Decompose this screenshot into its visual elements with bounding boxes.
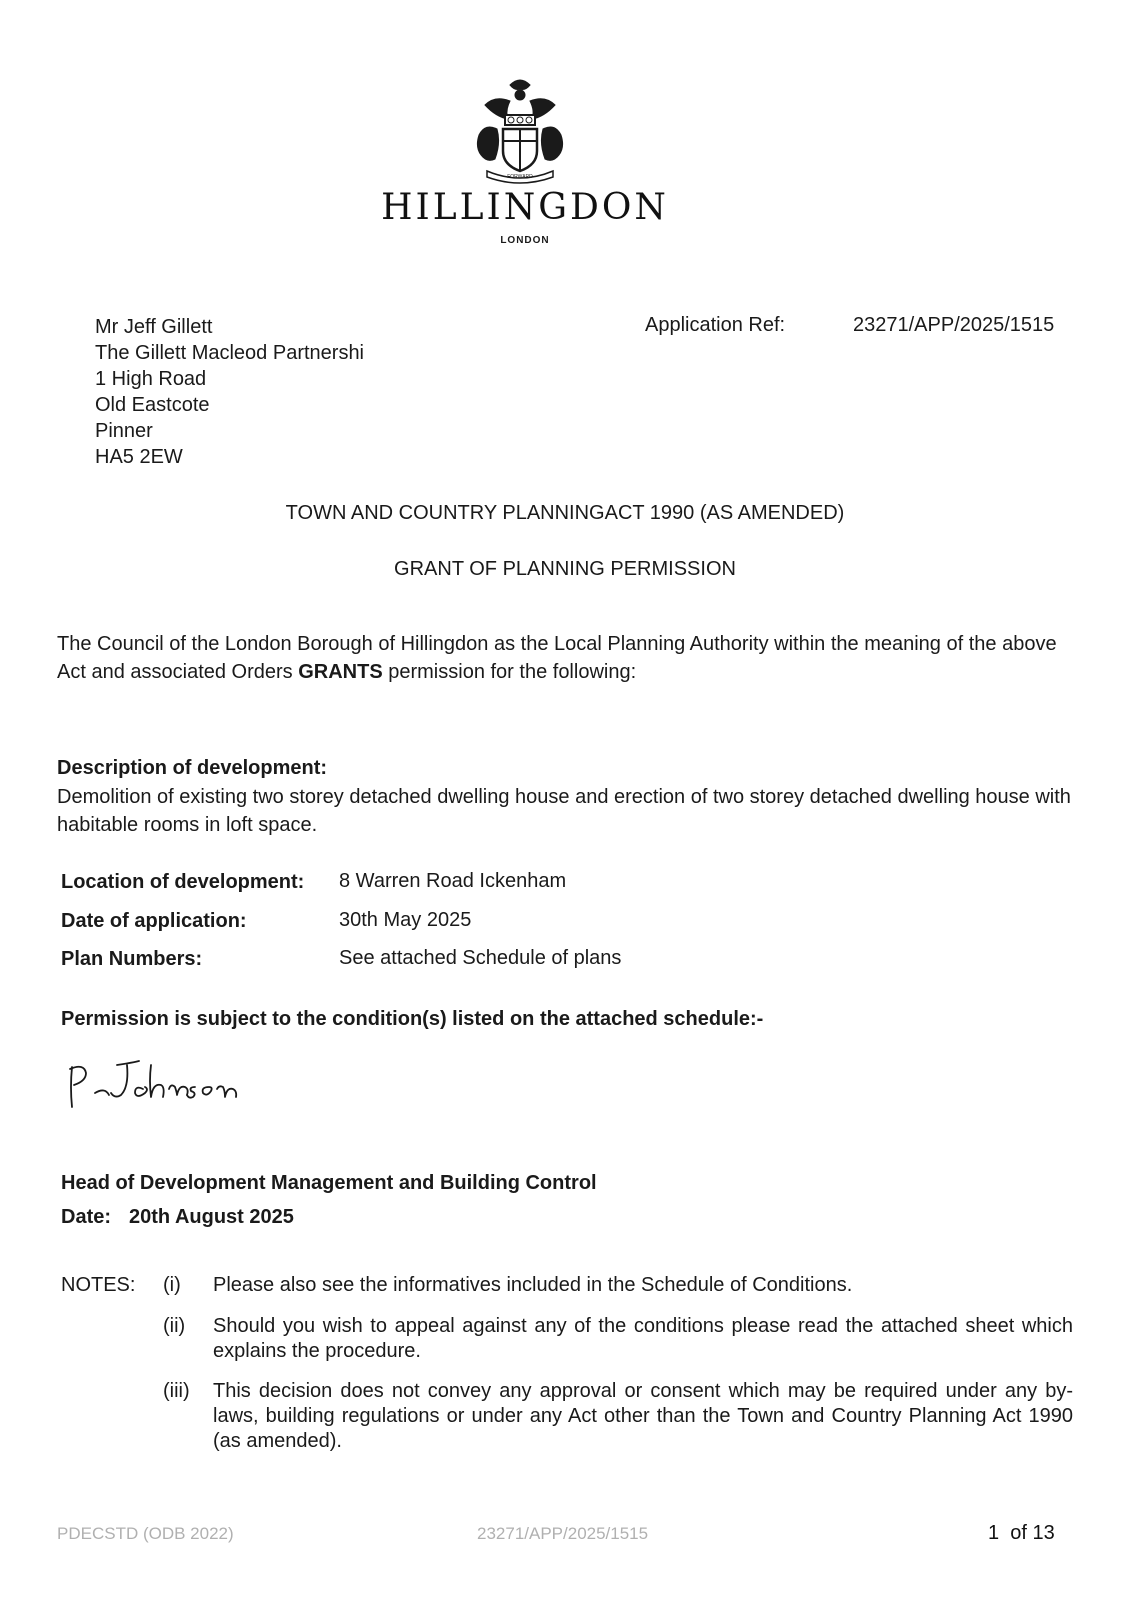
notes-label: NOTES: bbox=[61, 1274, 136, 1296]
location-value: 8 Warren Road Ickenham bbox=[339, 870, 567, 892]
handwritten-signature bbox=[57, 1045, 267, 1125]
application-ref-value: 23271/APP/2025/1515 bbox=[853, 314, 1055, 336]
intro-text-end: permission for the following: bbox=[382, 661, 637, 683]
page-number: 1 of 13 bbox=[988, 1522, 1055, 1544]
intro-text-start: The Council of the London Borough of Hillingdon as the Local Planning Authority within the meaning of the above Act and associated Orders bbox=[57, 633, 1057, 683]
grant-heading: GRANT OF PLANNING PERMISSION bbox=[394, 558, 736, 580]
plan-numbers-value: See attached Schedule of plans bbox=[339, 947, 622, 969]
decision-date bbox=[61, 1206, 294, 1229]
council-logo bbox=[380, 75, 670, 255]
date-of-application-label: Date of application: bbox=[61, 910, 247, 932]
description-text: Demolition of existing two storey detached dwelling house and erection of two storey detached dwelling house with habitable rooms in loft space. bbox=[57, 786, 1071, 836]
plan-numbers-label: Plan Numbers: bbox=[61, 948, 203, 970]
logo-wordmark: HILLINGDON bbox=[381, 187, 669, 228]
decision-date-value: 20th August 2025 bbox=[129, 1206, 294, 1228]
footer-application-ref: 23271/APP/2025/1515 bbox=[477, 1524, 649, 1543]
address-line: HA5 2EW bbox=[95, 446, 183, 468]
permission-statement: Permission is subject to the condition(s) listed on the attached schedule:- bbox=[61, 1008, 764, 1030]
coat-of-arms-icon bbox=[465, 75, 575, 185]
note-text: This decision does not convey any approval or consent which may be required under any by-laws, building regulations or under any Act other than the Town and Country Planning Act 1990 (as amended). bbox=[213, 1380, 1073, 1452]
note-text: Please also see the informatives included in the Schedule of Conditions. bbox=[213, 1274, 853, 1296]
signatory-title: Head of Development Management and Building Control bbox=[61, 1172, 597, 1194]
description-label: Description of development: bbox=[57, 757, 328, 779]
logo-motto: FORWARD bbox=[507, 174, 533, 180]
note-text: Should you wish to appeal against any of the conditions please read the attached sheet which explains the procedure. bbox=[213, 1315, 1073, 1362]
address-line: 1 High Road bbox=[95, 368, 207, 390]
address-line: The Gillett Macleod Partnershi bbox=[95, 342, 365, 364]
date-of-application-value: 30th May 2025 bbox=[339, 909, 472, 931]
address-line: Old Eastcote bbox=[95, 394, 210, 416]
intro-grants: GRANTS bbox=[298, 661, 383, 683]
decision-date-label: Date: bbox=[61, 1206, 112, 1228]
recipient-address bbox=[95, 314, 364, 470]
address-line: Pinner bbox=[95, 420, 153, 442]
footer-form-code: PDECSTD (ODB 2022) bbox=[57, 1524, 234, 1543]
location-label: Location of development: bbox=[61, 871, 305, 893]
note-number: (iii) bbox=[163, 1380, 190, 1402]
intro-paragraph bbox=[57, 630, 1077, 686]
application-ref-label: Application Ref: bbox=[645, 314, 786, 336]
note-number: (ii) bbox=[163, 1315, 186, 1337]
logo-subtitle: LONDON bbox=[500, 235, 550, 246]
address-line: Mr Jeff Gillett bbox=[95, 316, 213, 338]
act-heading: TOWN AND COUNTRY PLANNINGACT 1990 (AS AMENDED) bbox=[285, 502, 845, 524]
note-number: (i) bbox=[163, 1274, 181, 1296]
